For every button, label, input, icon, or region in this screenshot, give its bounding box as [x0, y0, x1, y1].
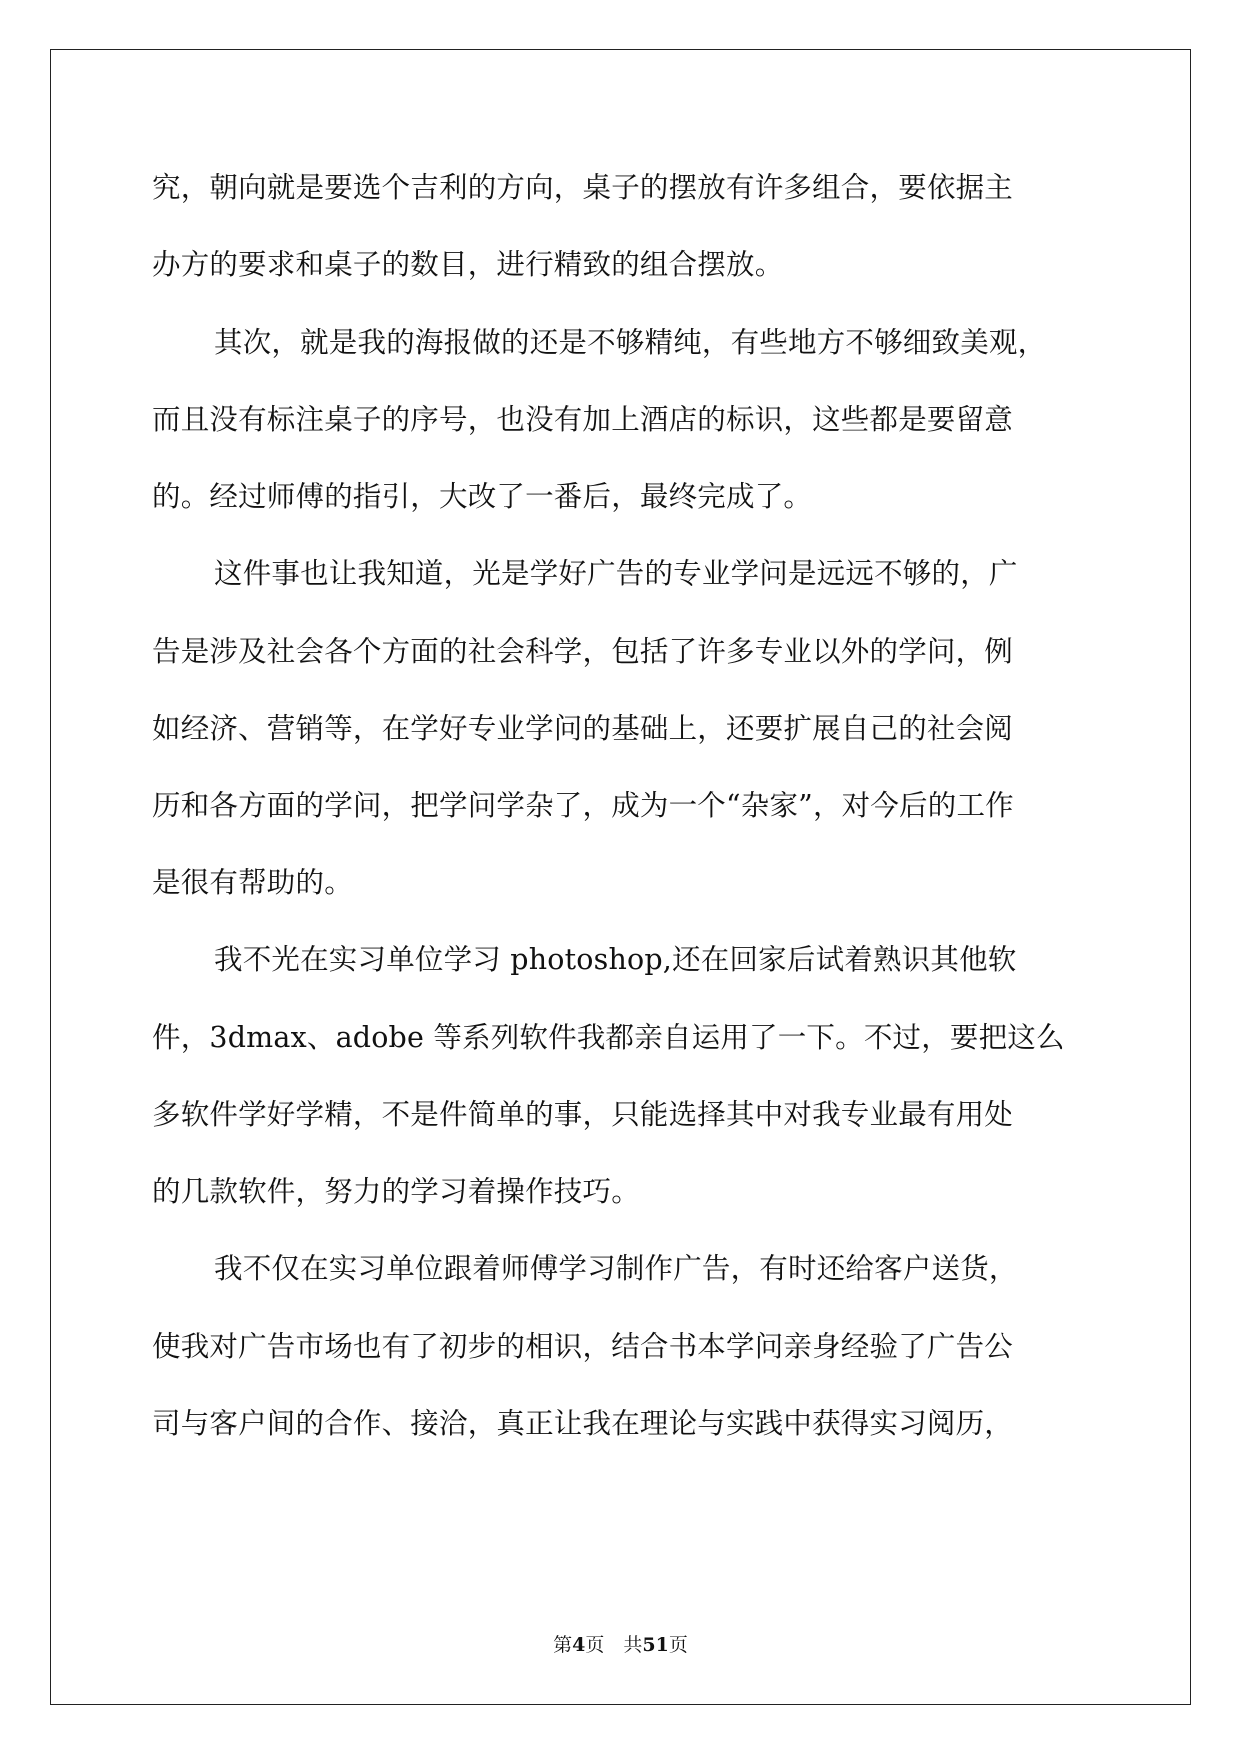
text-line: 而且没有标注桌子的序号，也没有加上酒店的标识，这些都是要留意 — [152, 403, 1014, 436]
text-line: 究，朝向就是要选个吉利的方向，桌子的摆放有许多组合，要依据主 — [152, 171, 1014, 204]
text-line: 办方的要求和桌子的数目，进行精致的组合摆放。 — [152, 248, 784, 281]
text-line: 司与客户间的合作、接洽，真正让我在理论与实践中获得实习阅历， — [152, 1407, 1014, 1440]
text-line: 告是涉及社会各个方面的社会科学，包括了许多专业以外的学问，例 — [152, 635, 1014, 668]
paragraph-first-line: 这件事也让我知道，光是学好广告的专业学问是远远不够的，广 — [214, 557, 1018, 590]
text-line: 历和各方面的学问，把学问学杂了，成为一个“杂家”，对今后的工作 — [152, 789, 1014, 822]
text-line: 使我对广告市场也有了初步的相识，结合书本学问亲身经验了广告公 — [152, 1330, 1014, 1363]
total-page-count: 51 — [642, 1634, 669, 1656]
footer-prefix: 第 — [553, 1634, 573, 1656]
paragraph-first-line: 我不仅在实习单位跟着师傅学习制作广告，有时还给客户送货， — [214, 1252, 1018, 1285]
page-footer — [0, 1633, 1241, 1657]
text-line: 的。经过师傅的指引，大改了一番后，最终完成了。 — [152, 480, 813, 513]
text-line: 多软件学好学精，不是件简单的事，只能选择其中对我专业最有用处 — [152, 1098, 1014, 1131]
text-line: 是很有帮助的。 — [152, 866, 353, 899]
paragraph-first-line: 其次，就是我的海报做的还是不够精纯，有些地方不够细致美观， — [214, 326, 1047, 359]
text-line: 如经济、营销等，在学好专业学问的基础上，还要扩展自己的社会阅 — [152, 712, 1014, 745]
text-line: 件，3dmax、adobe 等系列软件我都亲自运用了一下。不过，要把这么 — [152, 1021, 1065, 1054]
text-line: 的几款软件，努力的学习着操作技巧。 — [152, 1175, 640, 1208]
footer-middle: 页 共 — [585, 1634, 643, 1656]
footer-suffix: 页 — [668, 1634, 688, 1656]
paragraph-first-line: 我不光在实习单位学习 photoshop,还在回家后试着熟识其他软 — [214, 943, 1017, 976]
current-page-number: 4 — [572, 1634, 586, 1656]
